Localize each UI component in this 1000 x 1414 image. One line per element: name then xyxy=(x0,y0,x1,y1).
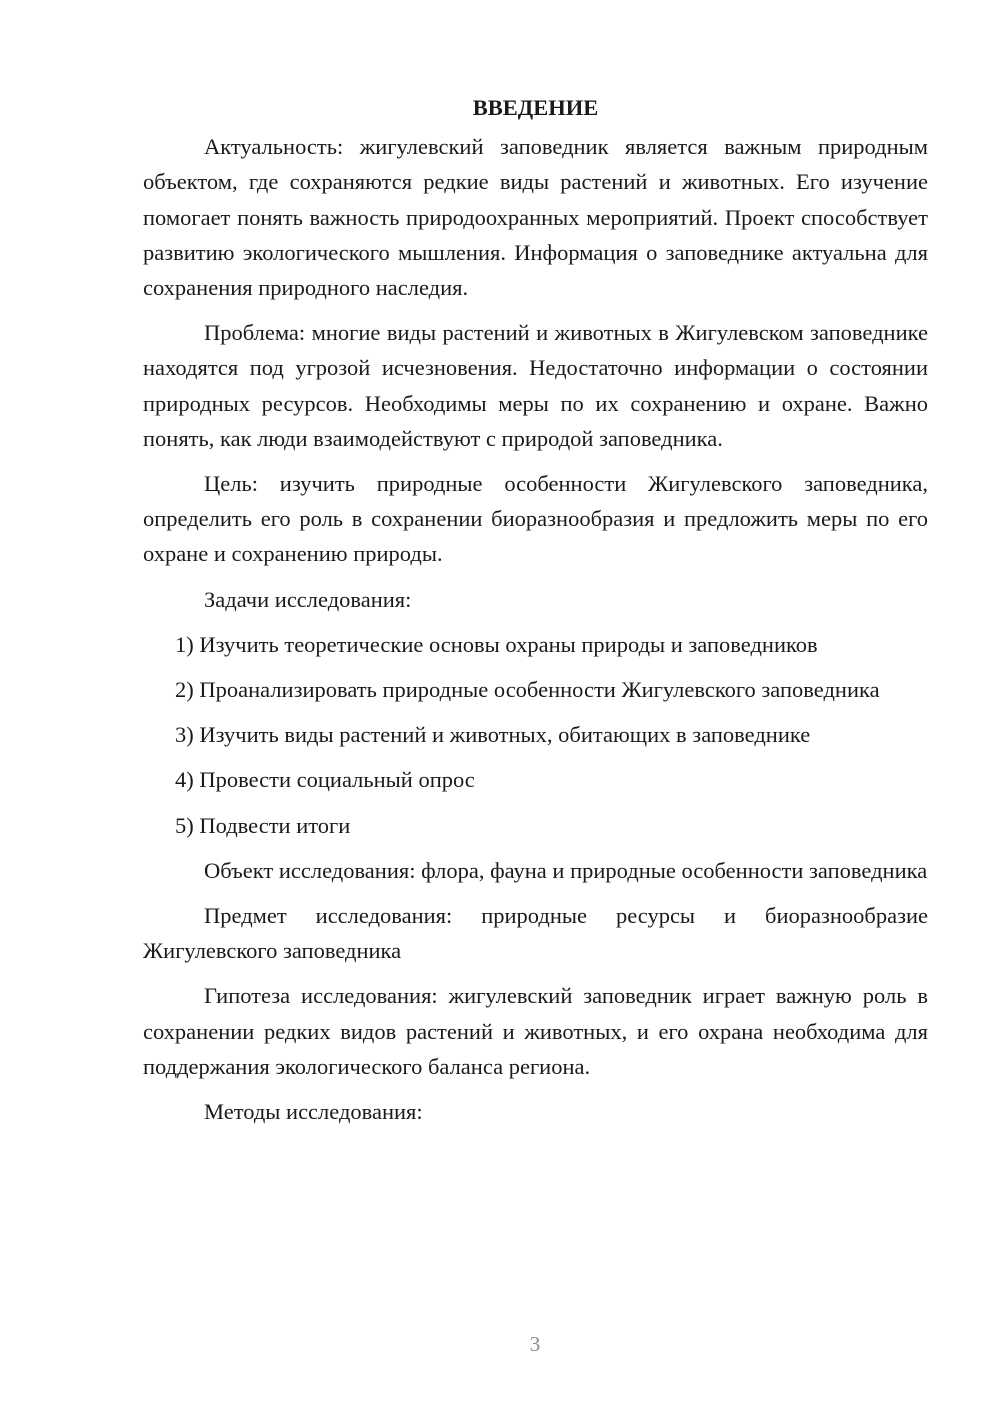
subject-paragraph: Предмет исследования: природные ресурсы и биоразнообразие Жигулевского заповедника xyxy=(143,903,928,964)
page-number: 3 xyxy=(529,1332,541,1356)
task-item: 2) Проанализировать природные особенности Жигулевского заповедника xyxy=(175,677,880,703)
goal-paragraph: Цель: изучить природные особенности Жигулевского заповедника, определить его роль в сохранении биоразнообразия и предложить меры по его охране и сохранению природы. xyxy=(143,471,928,567)
hypothesis-paragraph: Гипотеза исследования: жигулевский заповедник играет важную роль в сохранении редких видов растений и животных, и его охрана необходима для поддержания экологического баланса региона. xyxy=(143,983,928,1079)
problem-paragraph: Проблема: многие виды растений и животных в Жигулевском заповеднике находятся под угрозой исчезновения. Недостаточно информации о состоянии природных ресурсов. Необходимы меры по их сохранению и охране. Важно понять, как люди взаимодействуют с природой заповедника. xyxy=(143,320,928,451)
task-item: 5) Подвести итоги xyxy=(175,812,351,838)
document-page xyxy=(143,90,928,1139)
object-paragraph: Объект исследования: флора, фауна и природные особенности заповедника xyxy=(204,857,928,883)
task-item: 4) Провести социальный опрос xyxy=(175,767,475,793)
methods-heading: Методы исследования: xyxy=(204,1099,423,1125)
section-title: ВВЕДЕНИЕ xyxy=(472,95,599,120)
task-item: 3) Изучить виды растений и животных, обитающих в заповеднике xyxy=(175,722,811,748)
tasks-list xyxy=(143,627,928,843)
relevance-paragraph: Актуальность: жигулевский заповедник является важным природным объектом, где сохраняются редкие виды растений и животных. Его изучение помогает понять важность природоохранных мероприятий. Проект способствует развитию экологического мышления. Информация о заповеднике актуальна для сохранения природного наследия. xyxy=(143,134,928,301)
task-item: 1) Изучить теоретические основы охраны природы и заповедников xyxy=(175,631,818,657)
tasks-heading: Задачи исследования: xyxy=(204,586,412,612)
